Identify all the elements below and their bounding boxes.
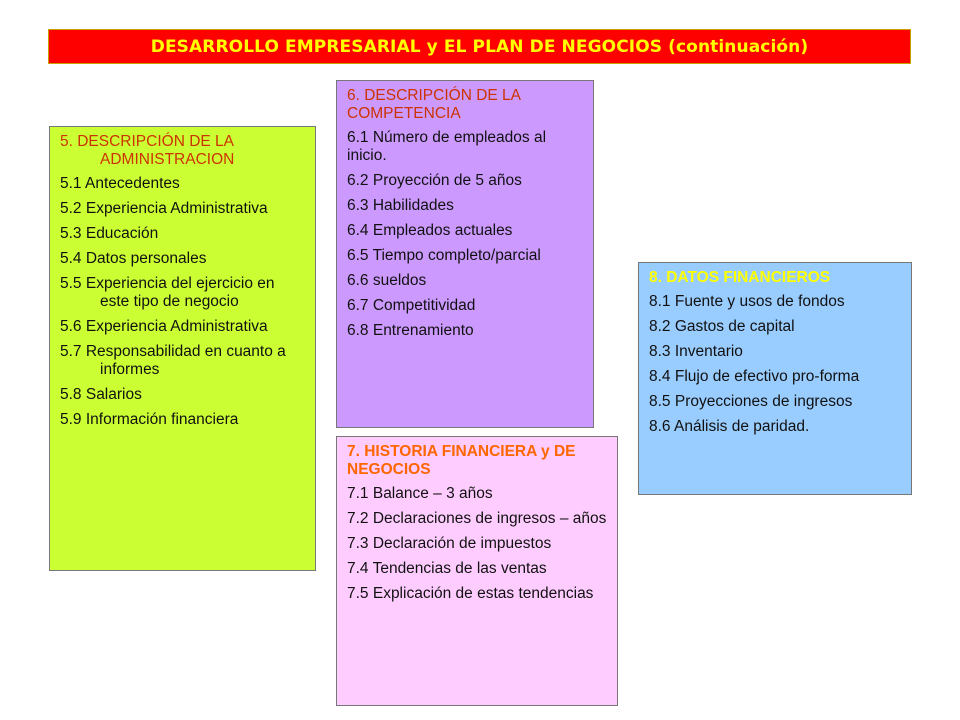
list-item: 6.1 Número de empleados al inicio. [347,129,547,164]
list-item: 8.4 Flujo de efectivo pro-forma [649,368,860,385]
section-8-box [638,262,912,495]
list-item: 6.8 Entrenamiento [347,322,474,339]
section-5-title-line2: ADMINISTRACION [100,151,235,168]
list-item: 8.5 Proyecciones de ingresos [649,393,853,410]
list-item: 5.9 Información financiera [60,411,239,428]
title-banner [48,29,911,64]
list-item: 6.5 Tiempo completo/parcial [347,247,541,264]
list-item: 5.2 Experiencia Administrativa [60,200,268,217]
list-item: 6.6 sueldos [347,272,427,289]
section-5-box [49,126,316,571]
list-item: 5.6 Experiencia Administrativa [60,318,268,335]
section-8-title: 8. DATOS FINANCIEROS [649,269,831,286]
list-item: 7.2 Declaraciones de ingresos – años [347,510,607,527]
list-item: 8.2 Gastos de capital [649,318,795,335]
section-6-title: 6. DESCRIPCIÓN DE LA COMPETENCIA [347,87,521,122]
section-7-box [336,436,618,706]
list-item: 7.5 Explicación de estas tendencias [347,585,594,602]
list-item: 5.3 Educación [60,225,159,242]
section-7-title: 7. HISTORIA FINANCIERA y DE NEGOCIOS [347,443,576,478]
section-6-box [336,80,594,428]
list-item: 6.3 Habilidades [347,197,454,214]
list-item: 8.3 Inventario [649,343,743,360]
list-item: 5.1 Antecedentes [60,175,180,192]
section-5-title-line1: 5. DESCRIPCIÓN DE LA [60,133,234,150]
list-item: 5.7 Responsabilidad en cuanto a informes [60,343,286,378]
list-item: 8.1 Fuente y usos de fondos [649,293,845,310]
list-item: 7.4 Tendencias de las ventas [347,560,547,577]
page-title: DESARROLLO EMPRESARIAL y EL PLAN DE NEGOCIOS (continuación) [150,36,809,57]
list-item: 6.4 Empleados actuales [347,222,513,239]
list-item: 8.6 Análisis de paridad. [649,418,810,435]
list-item: 6.7 Competitividad [347,297,476,314]
list-item: 6.2 Proyección de 5 años [347,172,522,189]
list-item: 5.4 Datos personales [60,250,207,267]
list-item: 7.1 Balance – 3 años [347,485,493,502]
list-item: 7.3 Declaración de impuestos [347,535,552,552]
section-5-title [60,133,305,169]
list-item: 5.8 Salarios [60,386,142,403]
list-item: 5.5 Experiencia del ejercicio en este tipo de negocio [60,275,275,310]
